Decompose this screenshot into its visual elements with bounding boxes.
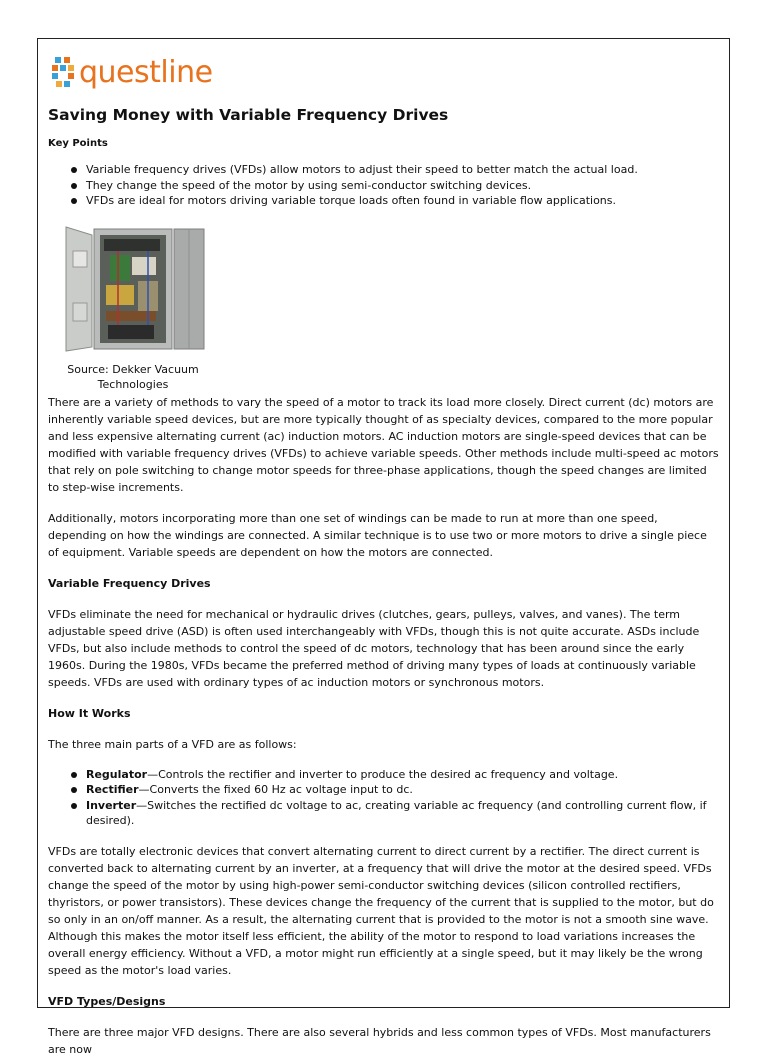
caption-line: Technologies xyxy=(97,377,169,391)
vfd-heading: Variable Frequency Drives xyxy=(48,576,211,590)
logo-mark-icon xyxy=(52,57,76,89)
list-item xyxy=(86,798,719,829)
vfd-paragraph: VFDs eliminate the need for mechanical or hydraulic drives (clutches, gears, pulleys, valves, and vanes). The term adjustable speed drive (ASD) is often used interchangeably with VFDs, though this is not quite accurate. ASDs include VFDs, but also include methods to control the speed of dc motors, technology that has been around since the early 1960s. During the 1980s, VFDs became the preferred method of driving many types of loads at continuously variable speeds. VFDs are used with ordinary types of ac induction motors or synchronous motors. xyxy=(48,607,700,689)
part-desc: —Controls the rectifier and inverter to produce the desired ac frequency and voltage. xyxy=(147,767,619,781)
how-paragraph: VFDs are totally electronic devices that convert alternating current to direct current by a rectifier. The direct current is converted back to alternating current by an inverter, at a frequency that will drive the motor at the desired speed. VFDs change the speed of the motor by using high-power semi-conductor switching devices (silicon controlled rectifiers, thyristors, or power transistors). These devices change the frequency of the current that is supplied to the motor, but do so only in an on/off manner. As a result, the alternating current that is provided to the motor is not a smooth sine wave. Although this makes the motor itself less efficient, the ability of the motor to respond to load variations increases the overall energy efficiency. Without a VFD, a motor might run efficiently at a single speed, but it may likely be the wrong speed as the motor's load varies. xyxy=(48,844,714,977)
vfd-types-heading: VFD Types/Designs xyxy=(48,994,166,1008)
key-points-list xyxy=(48,162,719,209)
vfd-cabinet-photo xyxy=(58,223,208,353)
part-term: Rectifier xyxy=(86,783,139,796)
list-item: VFDs are ideal for motors driving variable torque loads often found in variable flow applications. xyxy=(86,193,719,209)
caption-line: Source: Dekker Vacuum xyxy=(67,362,199,376)
key-points-heading: Key Points xyxy=(48,138,108,149)
vfd-photo-figure xyxy=(58,223,208,392)
list-item xyxy=(86,767,719,783)
part-desc: —Switches the rectified dc voltage to ac, creating variable ac frequency (and controlling current flow, if desired). xyxy=(86,798,707,827)
part-term: Inverter xyxy=(86,798,137,812)
part-term: Regulator xyxy=(86,767,148,781)
vfd-parts-list xyxy=(48,767,719,829)
list-item: Variable frequency drives (VFDs) allow motors to adjust their speed to better match the actual load. xyxy=(86,162,719,178)
how-intro: The three main parts of a VFD are as follows: xyxy=(48,737,297,751)
logo-text: questline xyxy=(79,55,213,90)
page-title: Saving Money with Variable Frequency Drives xyxy=(48,106,449,124)
list-item xyxy=(86,782,719,798)
document-page xyxy=(37,38,730,1056)
figure-caption xyxy=(58,362,208,392)
questline-logo xyxy=(52,53,719,93)
intro-paragraph: There are a variety of methods to vary the speed of a motor to track its load more closely. Direct current (dc) motors are inherently variable speed devices, but are more typically thought of as specialty devices, compared to the more popular and less expensive alternating current (ac) induction motors. AC induction motors are single-speed devices that can be modified with variable frequency drives (VFDs) to achieve variable speeds. Other methods include multi-speed ac motors that rely on pole switching to change motor speeds for three-phase applications, though the speed changes are limited to step-wise increments. xyxy=(48,395,719,494)
how-it-works-heading: How It Works xyxy=(48,706,131,720)
list-item: They change the speed of the motor by using semi-conductor switching devices. xyxy=(86,178,719,194)
part-desc: —Converts the fixed 60 Hz ac voltage input to dc. xyxy=(138,783,413,796)
vfd-types-paragraph: There are three major VFD designs. There are also several hybrids and less common types of VFDs. Most manufacturers are now xyxy=(48,1025,711,1056)
intro-paragraph: Additionally, motors incorporating more than one set of windings can be made to run at more than one speed, depending on how the windings are connected. A similar technique is to use two or more motors to drive a single piece of equipment. Variable speeds are dependent on how the motors are connected. xyxy=(48,511,707,559)
